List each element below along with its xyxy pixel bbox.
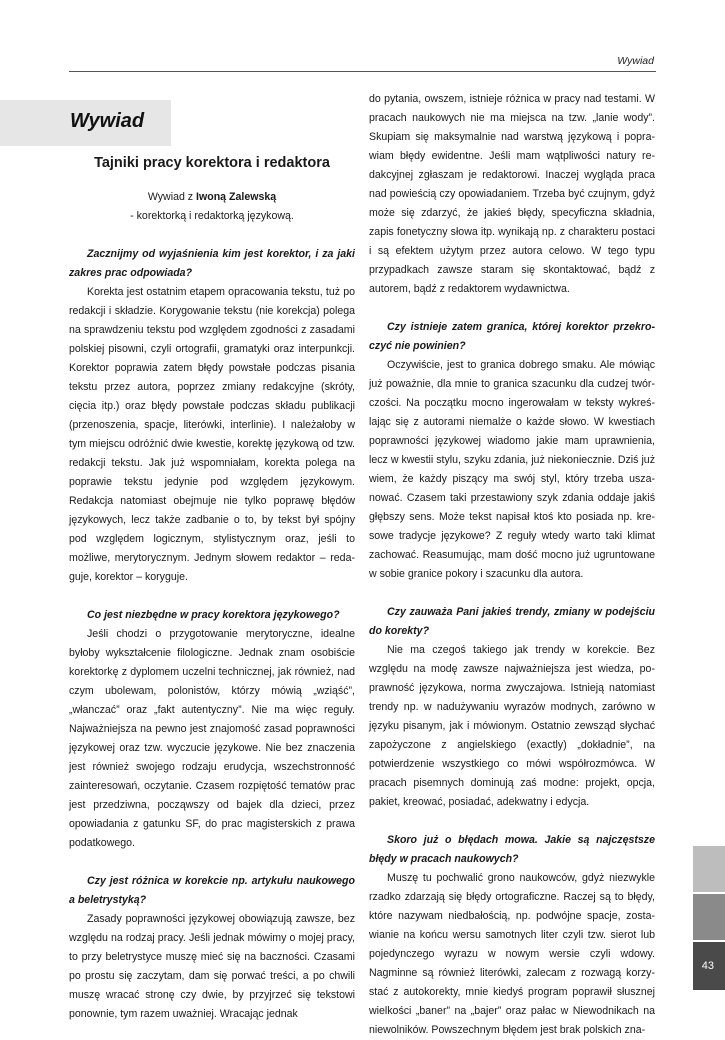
thumb-tab-medium: [693, 894, 725, 940]
left-column: [69, 153, 355, 1024]
interview-question: Zacznijmy od wyjaśnienia kim jest korektor, i za jaki zakres prac odpowiada?: [69, 248, 355, 279]
interview-answer: Korekta jest ostatnim etapem opracowania tekstu, tuż po redakcji i składzie. Korygowanie tekstu (nie korekcja) polega na sprawdzeniu tekstu pod względem zgodności z zasadami polskiej pisowni, czyli ortografii, gramatyki oraz interpunkcji. Korektor poprawia zatem błędy powstałe podczas pisania tekstu przez autora, poprzez zmiany redakcyjne (skróty, cięcia itp.) oraz błędy powstałe podczas składu publikacji (przenoszenia, spacje, literówki, interlinie). I należałoby w tym miejscu odróżnić dwie kwestie, korektę językową od tzw. redakcji tekstu. Jak już wspomniałam, korekta polega na poprawie tekstu jedynie pod względem językowym. Redakcja natomiast obejmuje nie tylko poprawę błędów językowych, lecz także zadbanie o to, by tekst był spójny pod względem logicznym, stylistycznym oraz, jeśli to możliwe, merytorycznym. Jednym słowem redaktor – redaguje, korektor – koryguje.: [69, 286, 355, 583]
section-title: Wywiad: [70, 110, 145, 132]
page-number: 43: [701, 960, 714, 972]
interview-question: Skoro już o błędach mowa. Jakie są najczęstsze błędy w pracach naukowych?: [369, 834, 655, 865]
interview-answer: Muszę tu pochwalić grono naukowców, gdyż niezwykle rzadko zdarzają się błędy ortograficzne. Raczej są to błędy, które nazywam niedbałością, np. podwójne spacje, zostawianie na końcu wersu samotnych liter czyli tzw. sierot lub pojedynczego wyrazu w nowym wersie czyli wdowy. Nagminne są również literówki, zalecam z rozwagą korzystać z autokorekty, mnie kiedyś program poprawił słusznej wielkości „baner” na „bajer” oraz pałac w Niewodnikach na niewolników. Powszechnym błędem jest brak polskich zna-: [369, 872, 655, 1036]
header-rule: [69, 71, 656, 72]
interview-answer: Jeśli chodzi o przygotowanie merytoryczne, idealne byłoby wykształcenie filologiczne. Jednak znam osobiście korektorkę z dyplomem uczelni technicznej, jak również, nad czym ubolewam, polonistów, którzy mówią „wziąść”, „włanczać” oraz „fakt autentyczny”. Nie ma więc reguły. Najważniejsza na pewno jest znajomość zasad poprawności językowej oraz tzw. wyczucie językowe. Nie bez znaczenia jest również swojego rodzaju erudycja, wszechstronność zainteresowań, oczytanie. Czasem rozpiętość tematów prac jest przedziwna, począwszy od bajek dla dzieci, przez opowiadania z gatunku SF, do prac magisterskich z prawa podatkowego.: [69, 628, 355, 849]
interviewee-name: Iwoną Zalewską: [196, 191, 277, 203]
intro-line-2: - korektorką i redaktorką językową.: [130, 210, 294, 222]
interview-question: Czy istnieje zatem granica, której korektor przekroczyć nie powinien?: [369, 321, 655, 352]
interview-question: Co jest niezbędne w pracy korektora językowego?: [87, 609, 340, 621]
thumb-tab-light: [693, 846, 725, 892]
interview-answer: Nie ma czegoś takiego jak trendy w korekcie. Bez względu na modę zawsze najważniejsza jest wiedza, poprawność językowa, norma zwyczajowa. Istnieją natomiast trendy np. w nadużywaniu wyrazów modnych, zarówno w języku pisanym, jak i mówionym. Ostatnio zewsząd słychać zapożyczone z angielskiego (exactly) „dokładnie”, na potwierdzenie wszystkiego co mówi współrozmówca. W pracach pisemnych dominują zaś modne: projekt, opcja, pakiet, kreować, posiadać, adekwatny i edycja.: [369, 644, 655, 808]
interview-answer: do pytania, owszem, istnieje różnica w pracy nad testami. W pracach naukowych nie ma miejsca na tzw. „lanie wody”. Skupiam się maksymalnie nad warstwą językową i poprawiam błędy ewidentne. Jeśli mam wątpliwości natury redakcyjnej zgłaszam je redaktorowi. Inaczej wygląda praca nad powieścią czy opowiadaniem. Trzeba być czujnym, gdyż może się zdarzyć, że jakieś błędy, specyficzna składnia, zapis fonetyczny słowa itp. wynikają np. z charakteru postaci i są efektem użytym przez autora celowo. W tego typu przypadkach zawsze staram się skontaktować, bądź z autorem, bądź z redaktorem wydawnictwa.: [369, 93, 655, 295]
interview-question: Czy jest różnica w korekcie np. artykułu naukowego a beletrystyką?: [69, 875, 355, 906]
right-column: [369, 90, 655, 1040]
interview-answer: Oczywiście, jest to granica dobrego smaku. Ale mówiąc już poważnie, dla mnie to granica szacunku dla cudzej twórczości. Na początku mocno ingerowałam w teksty wykreślając się z autorami niemalże o każde słowo. W kwestiach poprawności językowej wiadomo jakie mam uprawnienia, lecz w kwestii stylu, szyku zdania, już niekoniecznie. Dziś już wiem, że każdy piszący ma swój styl, który trzeba uszanować. Czasem taki przestawiony szyk zdania oddaje jakiś głębszy sens. Może tekst napisał ktoś kto posiada np. kresowe tradycje językowe? Z reguły wtedy warto taki klimat zachować. Reasumując, mam dość mocno już ugruntowane w sobie granice pokory i szacunku dla autora.: [369, 359, 655, 580]
article-intro: [69, 188, 355, 226]
interview-answer: Zasady poprawności językowej obowiązują zawsze, bez względu na rodzaj pracy. Jeśli jednak mówimy o mojej pracy, to przy beletrystyce muszę mieć się na baczności. Czasami po prostu się zaczytam, dam się porwać treści, a po chwili muszę wracać stronę czy dwie, by przyjrzeć się tekstowi ponownie, tym razem uważniej. Wracając jednak: [69, 913, 355, 1020]
intro-prefix: Wywiad z: [147, 191, 197, 203]
article-title: Tajniki pracy korektora i redaktora: [94, 155, 330, 171]
right-column-body: [369, 90, 655, 1040]
running-head: Wywiad: [617, 55, 654, 67]
left-column-body: [69, 245, 355, 1024]
interview-question: Czy zauważa Pani jakieś trendy, zmiany w podejściu do korekty?: [369, 606, 655, 637]
